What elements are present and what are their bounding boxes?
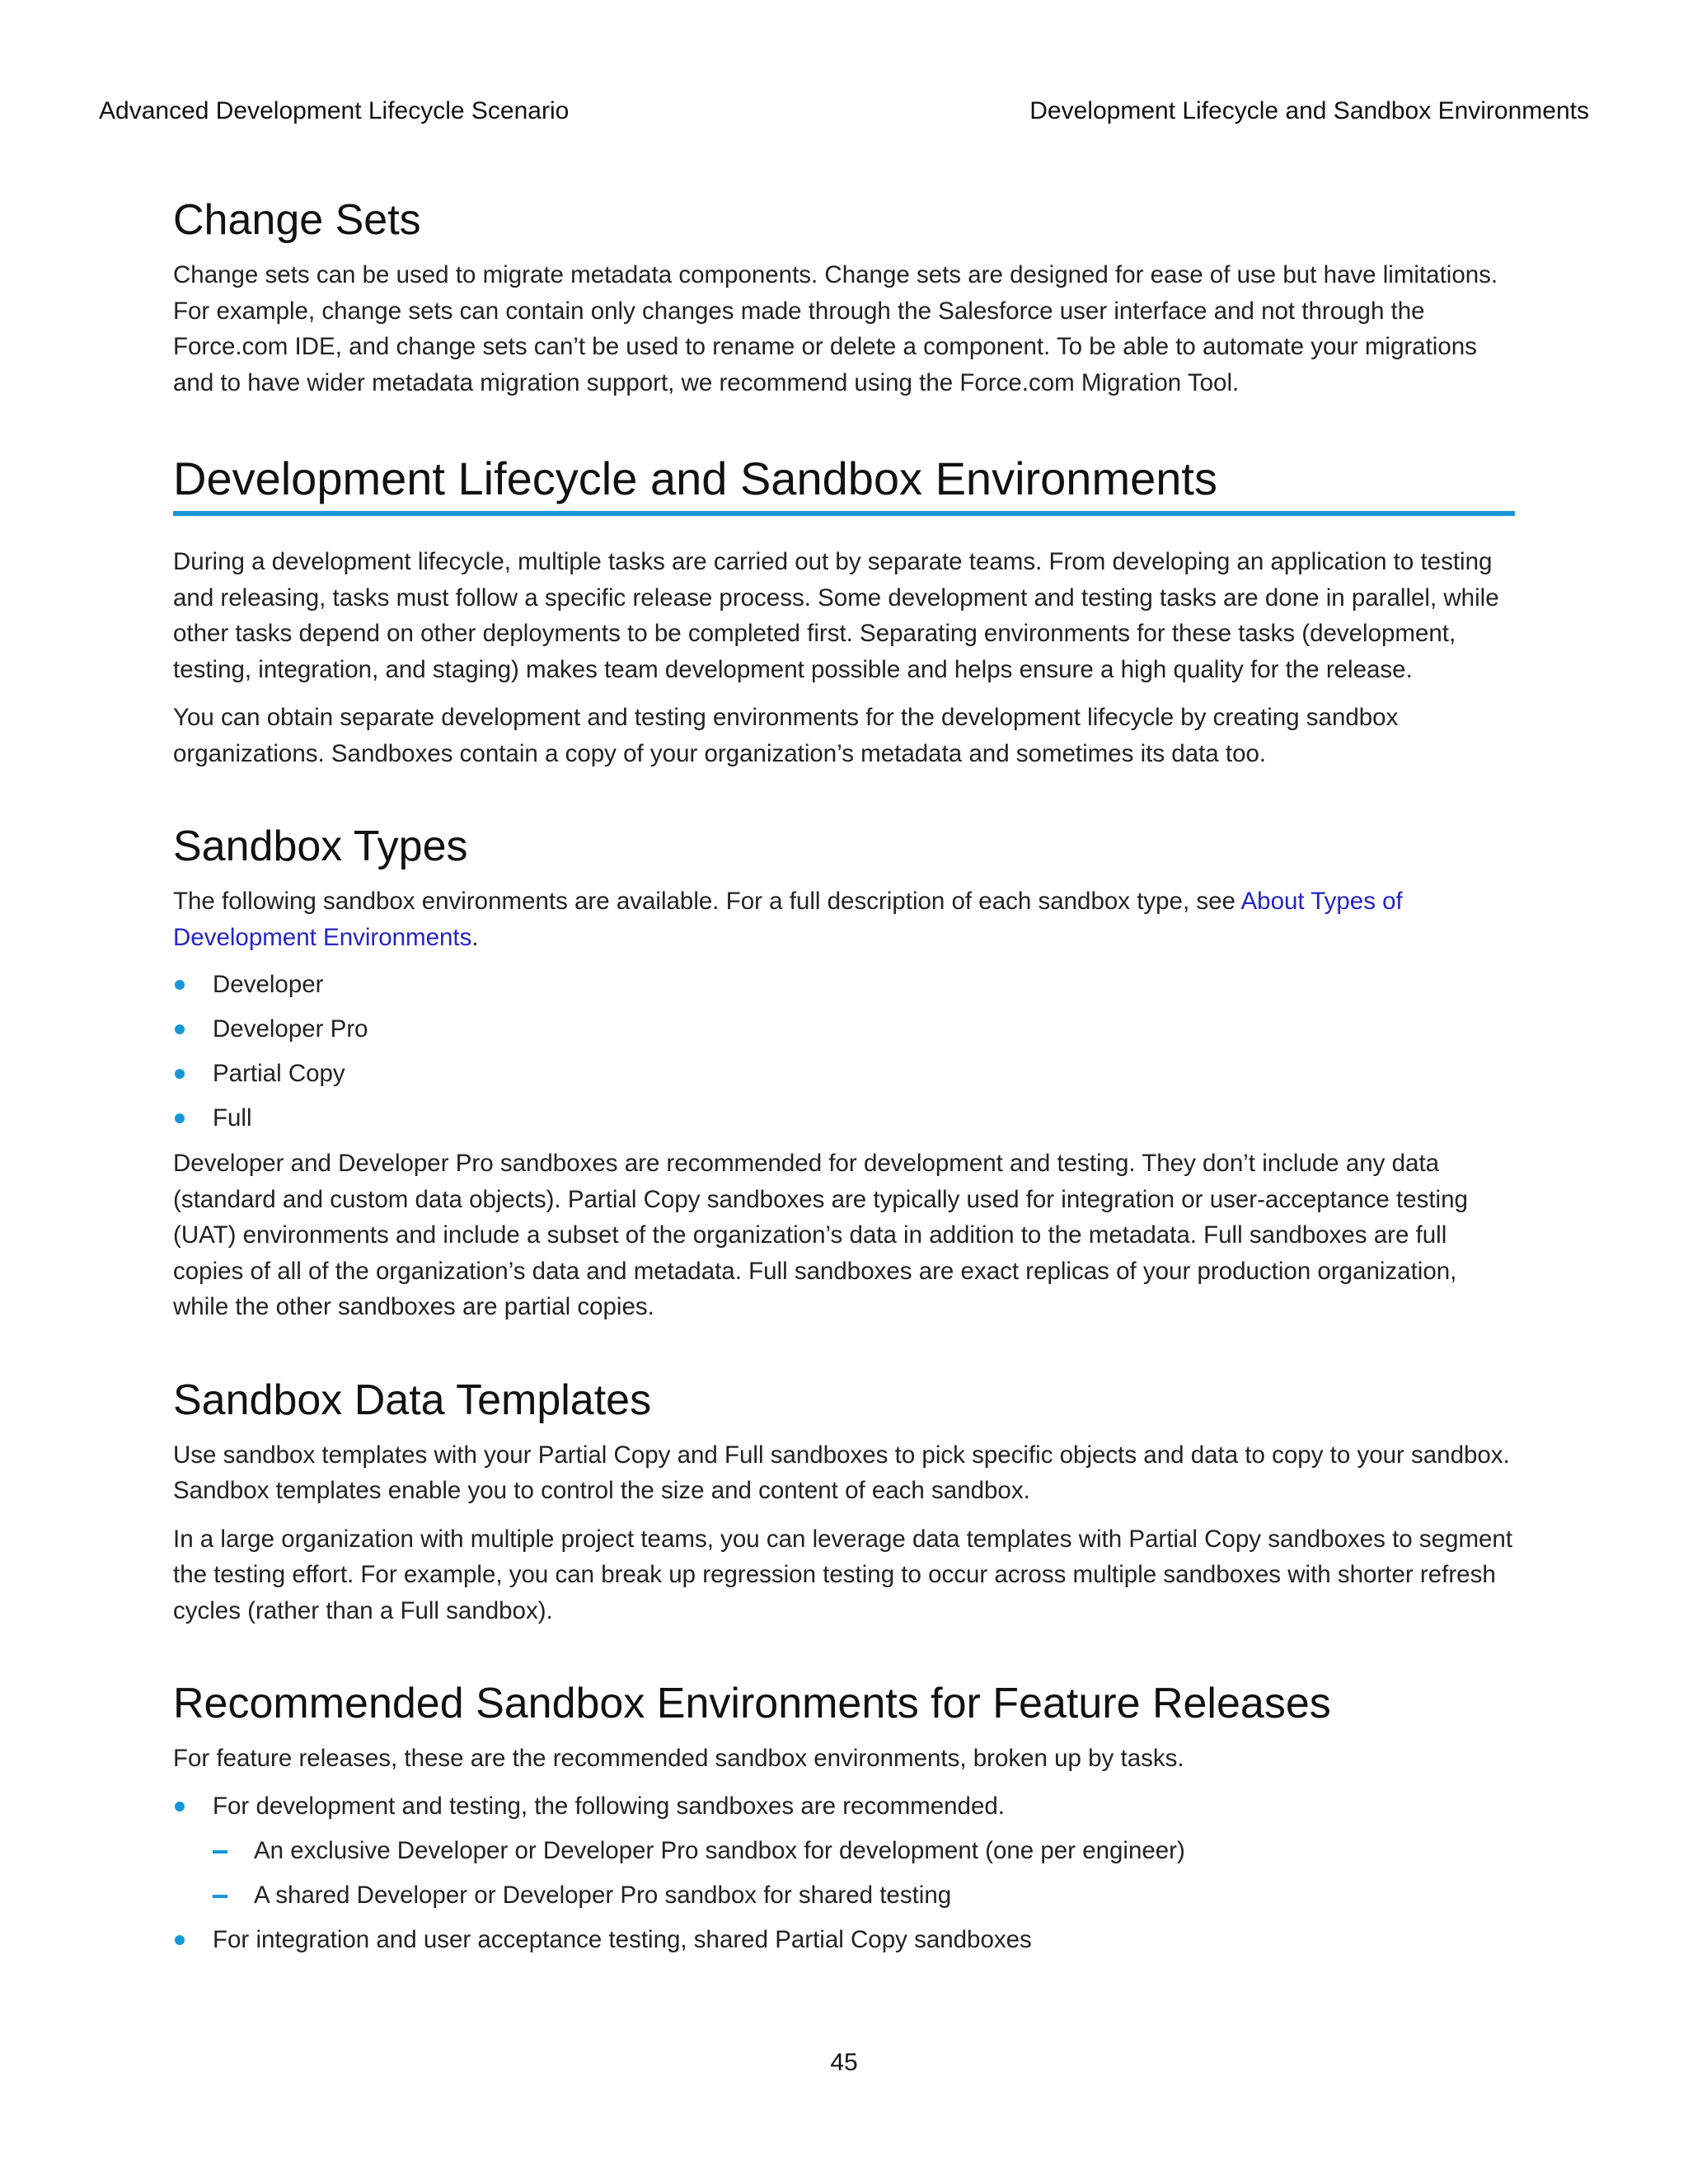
chapter-heading: Development Lifecycle and Sandbox Environments bbox=[173, 452, 1217, 504]
change-sets-paragraph: Change sets can be used to migrate metadata components. Change sets are designed for ease of use but have limitations. For example, change sets can contain only changes made through the Salesforce user interface and not through the Force.com IDE, and change sets can’t be used to rename or delete a component. To be able to automate your migrations and to have wider metadata migration support, we recommend using the Force.com Migration Tool. bbox=[173, 261, 1498, 396]
sandbox-types-list bbox=[173, 968, 1515, 1136]
sandbox-types-section bbox=[173, 821, 1515, 1325]
list-item bbox=[173, 1789, 1515, 1913]
sub-list-item bbox=[213, 1834, 1515, 1868]
list-item bbox=[173, 968, 1515, 1002]
sandbox-types-intro-text: The following sandbox environments are available. For a full description of each sandbox type, see bbox=[173, 888, 1241, 915]
chapter-paragraph-1: During a development lifecycle, multiple tasks are carried out by separate teams. From developing an application to testing and releasing, tasks must follow a specific release process. Some development and testing tasks are done in parallel, while other tasks depend on other deployments to be completed first. Separating environments for these tasks (development, testing, integration, and staging) makes team development possible and helps ensure a high quality for the release. bbox=[173, 548, 1499, 683]
chapter-section bbox=[173, 452, 1515, 771]
change-sets-heading: Change Sets bbox=[173, 196, 421, 244]
bullet-dot-icon bbox=[175, 1802, 185, 1811]
list-item bbox=[173, 1101, 1515, 1136]
list-item bbox=[173, 1057, 1515, 1091]
dash-bullet-icon bbox=[213, 1850, 227, 1854]
feature-releases-list bbox=[173, 1789, 1515, 1957]
data-templates-section bbox=[173, 1375, 1515, 1629]
bullet-dot-icon bbox=[175, 1069, 185, 1079]
chapter-paragraph-2: You can obtain separate development and testing environments for the development lifecycle by creating sandbox organizations. Sandboxes contain a copy of your organization’s metadata and sometimes its data too. bbox=[173, 704, 1399, 767]
sub-list-item bbox=[213, 1878, 1515, 1913]
data-templates-paragraph-2: In a large organization with multiple project teams, you can leverage data templates with Partial Copy sandboxes to segment the testing effort. For example, you can break up regression testing to occur across multiple sandboxes with shorter refresh cycles (rather than a Full sandbox). bbox=[173, 1525, 1513, 1624]
list-item-label: Full bbox=[213, 1104, 252, 1132]
feature-releases-heading: Recommended Sandbox Environments for Feature Releases bbox=[173, 1680, 1331, 1727]
sandbox-types-heading: Sandbox Types bbox=[173, 823, 468, 870]
feature-releases-section bbox=[173, 1678, 1515, 1957]
chapter-heading-rule bbox=[173, 511, 1515, 516]
development-sandbox-sublist bbox=[213, 1834, 1515, 1913]
list-item-label: For integration and user acceptance testing, shared Partial Copy sandboxes bbox=[213, 1925, 1032, 1953]
list-item-label: Developer bbox=[213, 971, 324, 998]
sandbox-types-intro-end: . bbox=[471, 923, 479, 951]
dash-bullet-icon bbox=[213, 1895, 227, 1898]
list-item-label: Developer Pro bbox=[213, 1015, 368, 1043]
list-item bbox=[173, 1923, 1515, 1957]
about-types-link[interactable]: About Types of Development Environments bbox=[173, 888, 1403, 951]
feature-releases-intro: For feature releases, these are the recommended sandbox environments, broken up by tasks. bbox=[173, 1745, 1184, 1772]
list-item-label: Partial Copy bbox=[213, 1060, 345, 1087]
bullet-dot-icon bbox=[175, 980, 185, 990]
data-templates-paragraph-1: Use sandbox templates with your Partial Copy and Full sandboxes to pick specific objects and data to copy to your sandbox. Sandbox templates enable you to control the size and content of each sandbox. bbox=[173, 1441, 1510, 1504]
data-templates-heading: Sandbox Data Templates bbox=[173, 1376, 652, 1424]
sandbox-types-paragraph: Developer and Developer Pro sandboxes are recommended for development and testing. They don’t include any data (standard and custom data objects). Partial Copy sandboxes are typically used for integration or user-acceptance testing (UAT) environments and include a subset of the organization’s data in addition to the metadata. Full sandboxes are full copies of all of the organization’s data and metadata. Full sandboxes are exact replicas of your production organization, while the other sandboxes are partial copies. bbox=[173, 1150, 1468, 1320]
change-sets-section bbox=[173, 194, 1515, 401]
sandbox-types-intro bbox=[173, 883, 1515, 955]
header-chapter-left: Advanced Development Lifecycle Scenario bbox=[99, 97, 570, 124]
page-number: 45 bbox=[830, 2049, 858, 2076]
bullet-dot-icon bbox=[175, 1113, 185, 1123]
sub-list-item-label: An exclusive Developer or Developer Pro sandbox for development (one per engineer) bbox=[254, 1836, 1185, 1864]
sub-list-item-label: A shared Developer or Developer Pro sandbox for shared testing bbox=[254, 1881, 952, 1909]
list-item bbox=[173, 1012, 1515, 1047]
header-chapter-right: Development Lifecycle and Sandbox Environments bbox=[1029, 97, 1589, 124]
running-header bbox=[99, 97, 1589, 130]
list-item-label: For development and testing, the following sandboxes are recommended. bbox=[213, 1792, 1005, 1820]
bullet-dot-icon bbox=[175, 1024, 185, 1034]
page-content bbox=[173, 194, 1515, 1967]
bullet-dot-icon bbox=[175, 1935, 185, 1945]
